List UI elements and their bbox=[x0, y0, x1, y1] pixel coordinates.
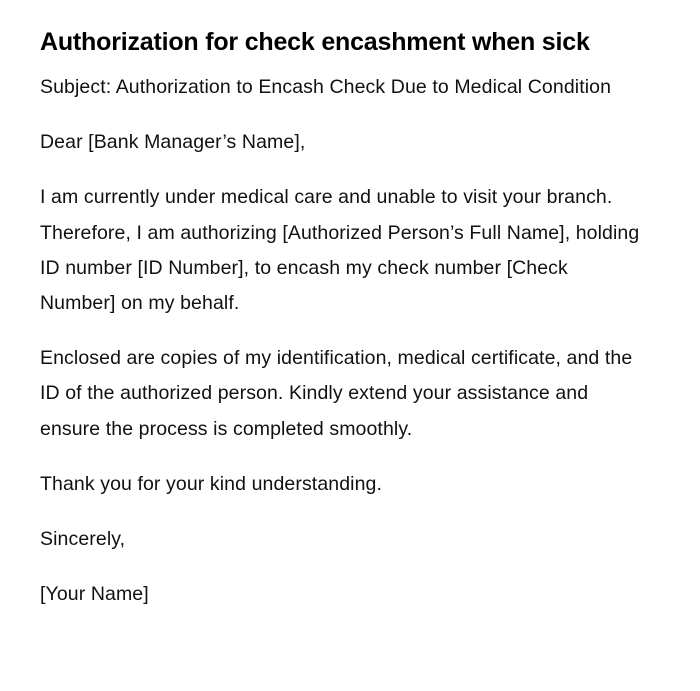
subject-line: Subject: Authorization to Encash Check Due to Medical Condition bbox=[40, 76, 612, 98]
closing-line: Sincerely, bbox=[40, 528, 126, 551]
body-paragraph-1: I am currently under medical care and unable to visit your branch. Therefore, I am authorizing [Authorized Person’s Full Name], holding ID number [ID Number], to encash my check number [Check Number] on my behalf. bbox=[40, 186, 640, 315]
thanks-line: Thank you for your kind understanding. bbox=[40, 472, 383, 495]
body-paragraph-2: Enclosed are copies of my identification, medical certificate, and the ID of the authorized person. Kindly extend your assistance and ensure the process is completed smoothly. bbox=[40, 347, 633, 440]
salutation: Dear [Bank Manager’s Name], bbox=[40, 131, 306, 154]
signature-line: [Your Name] bbox=[40, 583, 149, 606]
document-title: Authorization for check encashment when sick bbox=[40, 28, 590, 56]
